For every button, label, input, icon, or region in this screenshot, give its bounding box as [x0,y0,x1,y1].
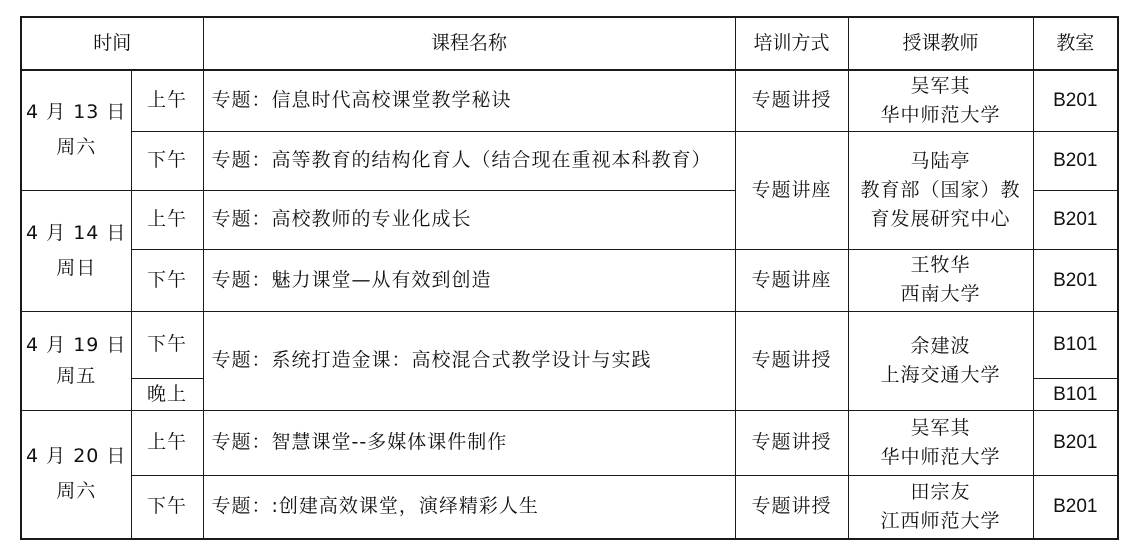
teacher-cell [848,70,1033,131]
course-cell: 专题：:创建高效课堂，演绎精彩人生 [203,475,735,539]
teacher-org: 西南大学 [900,283,981,305]
teacher-org: 上海交通大学 [880,363,1001,386]
weekday-label: 周五 [56,364,97,387]
course-cell: 专题：高校教师的专业化成长 [203,190,735,249]
room-cell: B201 [1033,249,1118,311]
date-label: 4 月 19 日 [26,333,127,356]
room-cell: B201 [1033,190,1118,249]
room-cell: B201 [1033,475,1118,539]
header-mode: 培训方式 [735,17,848,70]
schedule-table [20,16,1119,540]
mode-cell: 专题讲座 [735,131,848,249]
table-row [21,311,1118,378]
table-row [21,249,1118,311]
teacher-cell [848,475,1033,539]
period-cell: 上午 [131,190,203,249]
teacher-cell [848,311,1033,410]
room-cell: B201 [1033,70,1118,131]
course-cell: 专题：魅力课堂—从有效到创造 [203,249,735,311]
teacher-name: 吴军其 [910,416,971,439]
header-time: 时间 [21,17,203,70]
period-cell: 下午 [131,311,203,378]
date-label: 4 月 13 日 [26,101,127,124]
date-label: 4 月 14 日 [26,221,127,244]
room-cell: B101 [1033,311,1118,378]
teacher-org: 江西师范大学 [880,509,1001,532]
teacher-name: 王牧华 [910,254,971,276]
table-row [21,70,1118,131]
period-cell: 下午 [131,131,203,190]
table-row [21,131,1118,190]
date-label: 4 月 20 日 [26,445,127,468]
teacher-cell [848,249,1033,311]
course-cell: 专题：系统打造金课：高校混合式教学设计与实践 [203,311,735,410]
date-cell [21,190,131,311]
header-row [21,17,1118,70]
period-cell: 下午 [131,475,203,539]
course-cell: 专题：高等教育的结构化育人（结合现在重视本科教育） [203,131,735,190]
date-cell [21,311,131,410]
weekday-label: 周日 [56,256,97,279]
period-cell: 上午 [131,410,203,475]
course-cell: 专题：智慧课堂--多媒体课件制作 [203,410,735,475]
room-cell: B201 [1033,410,1118,475]
table-row [21,475,1118,539]
teacher-org: 华中师范大学 [880,103,1001,126]
weekday-label: 周六 [56,480,97,503]
mode-cell: 专题讲授 [735,475,848,539]
teacher-cell [848,131,1033,249]
period-cell: 上午 [131,70,203,131]
room-cell: B101 [1033,378,1118,410]
teacher-org: 教育部（国家）教 [860,178,1021,201]
mode-cell: 专题讲授 [735,311,848,410]
mode-cell: 专题讲授 [735,410,848,475]
date-cell [21,410,131,539]
table-row [21,410,1118,475]
teacher-name: 马陆亭 [910,149,971,172]
header-room: 教室 [1033,17,1118,70]
teacher-name: 吴军其 [910,74,971,97]
mode-cell: 专题讲座 [735,249,848,311]
teacher-org: 育发展研究中心 [870,207,1011,230]
course-cell: 专题：信息时代高校课堂教学秘诀 [203,70,735,131]
teacher-org: 华中师范大学 [880,445,1001,468]
teacher-name: 田宗友 [910,480,971,503]
date-cell [21,70,131,190]
period-cell: 下午 [131,249,203,311]
header-course: 课程名称 [203,17,735,70]
teacher-name: 余建波 [910,334,971,357]
room-cell: B201 [1033,131,1118,190]
weekday-label: 周六 [56,136,97,159]
teacher-cell [848,410,1033,475]
period-cell: 晚上 [131,378,203,410]
mode-cell: 专题讲授 [735,70,848,131]
header-teacher: 授课教师 [848,17,1033,70]
